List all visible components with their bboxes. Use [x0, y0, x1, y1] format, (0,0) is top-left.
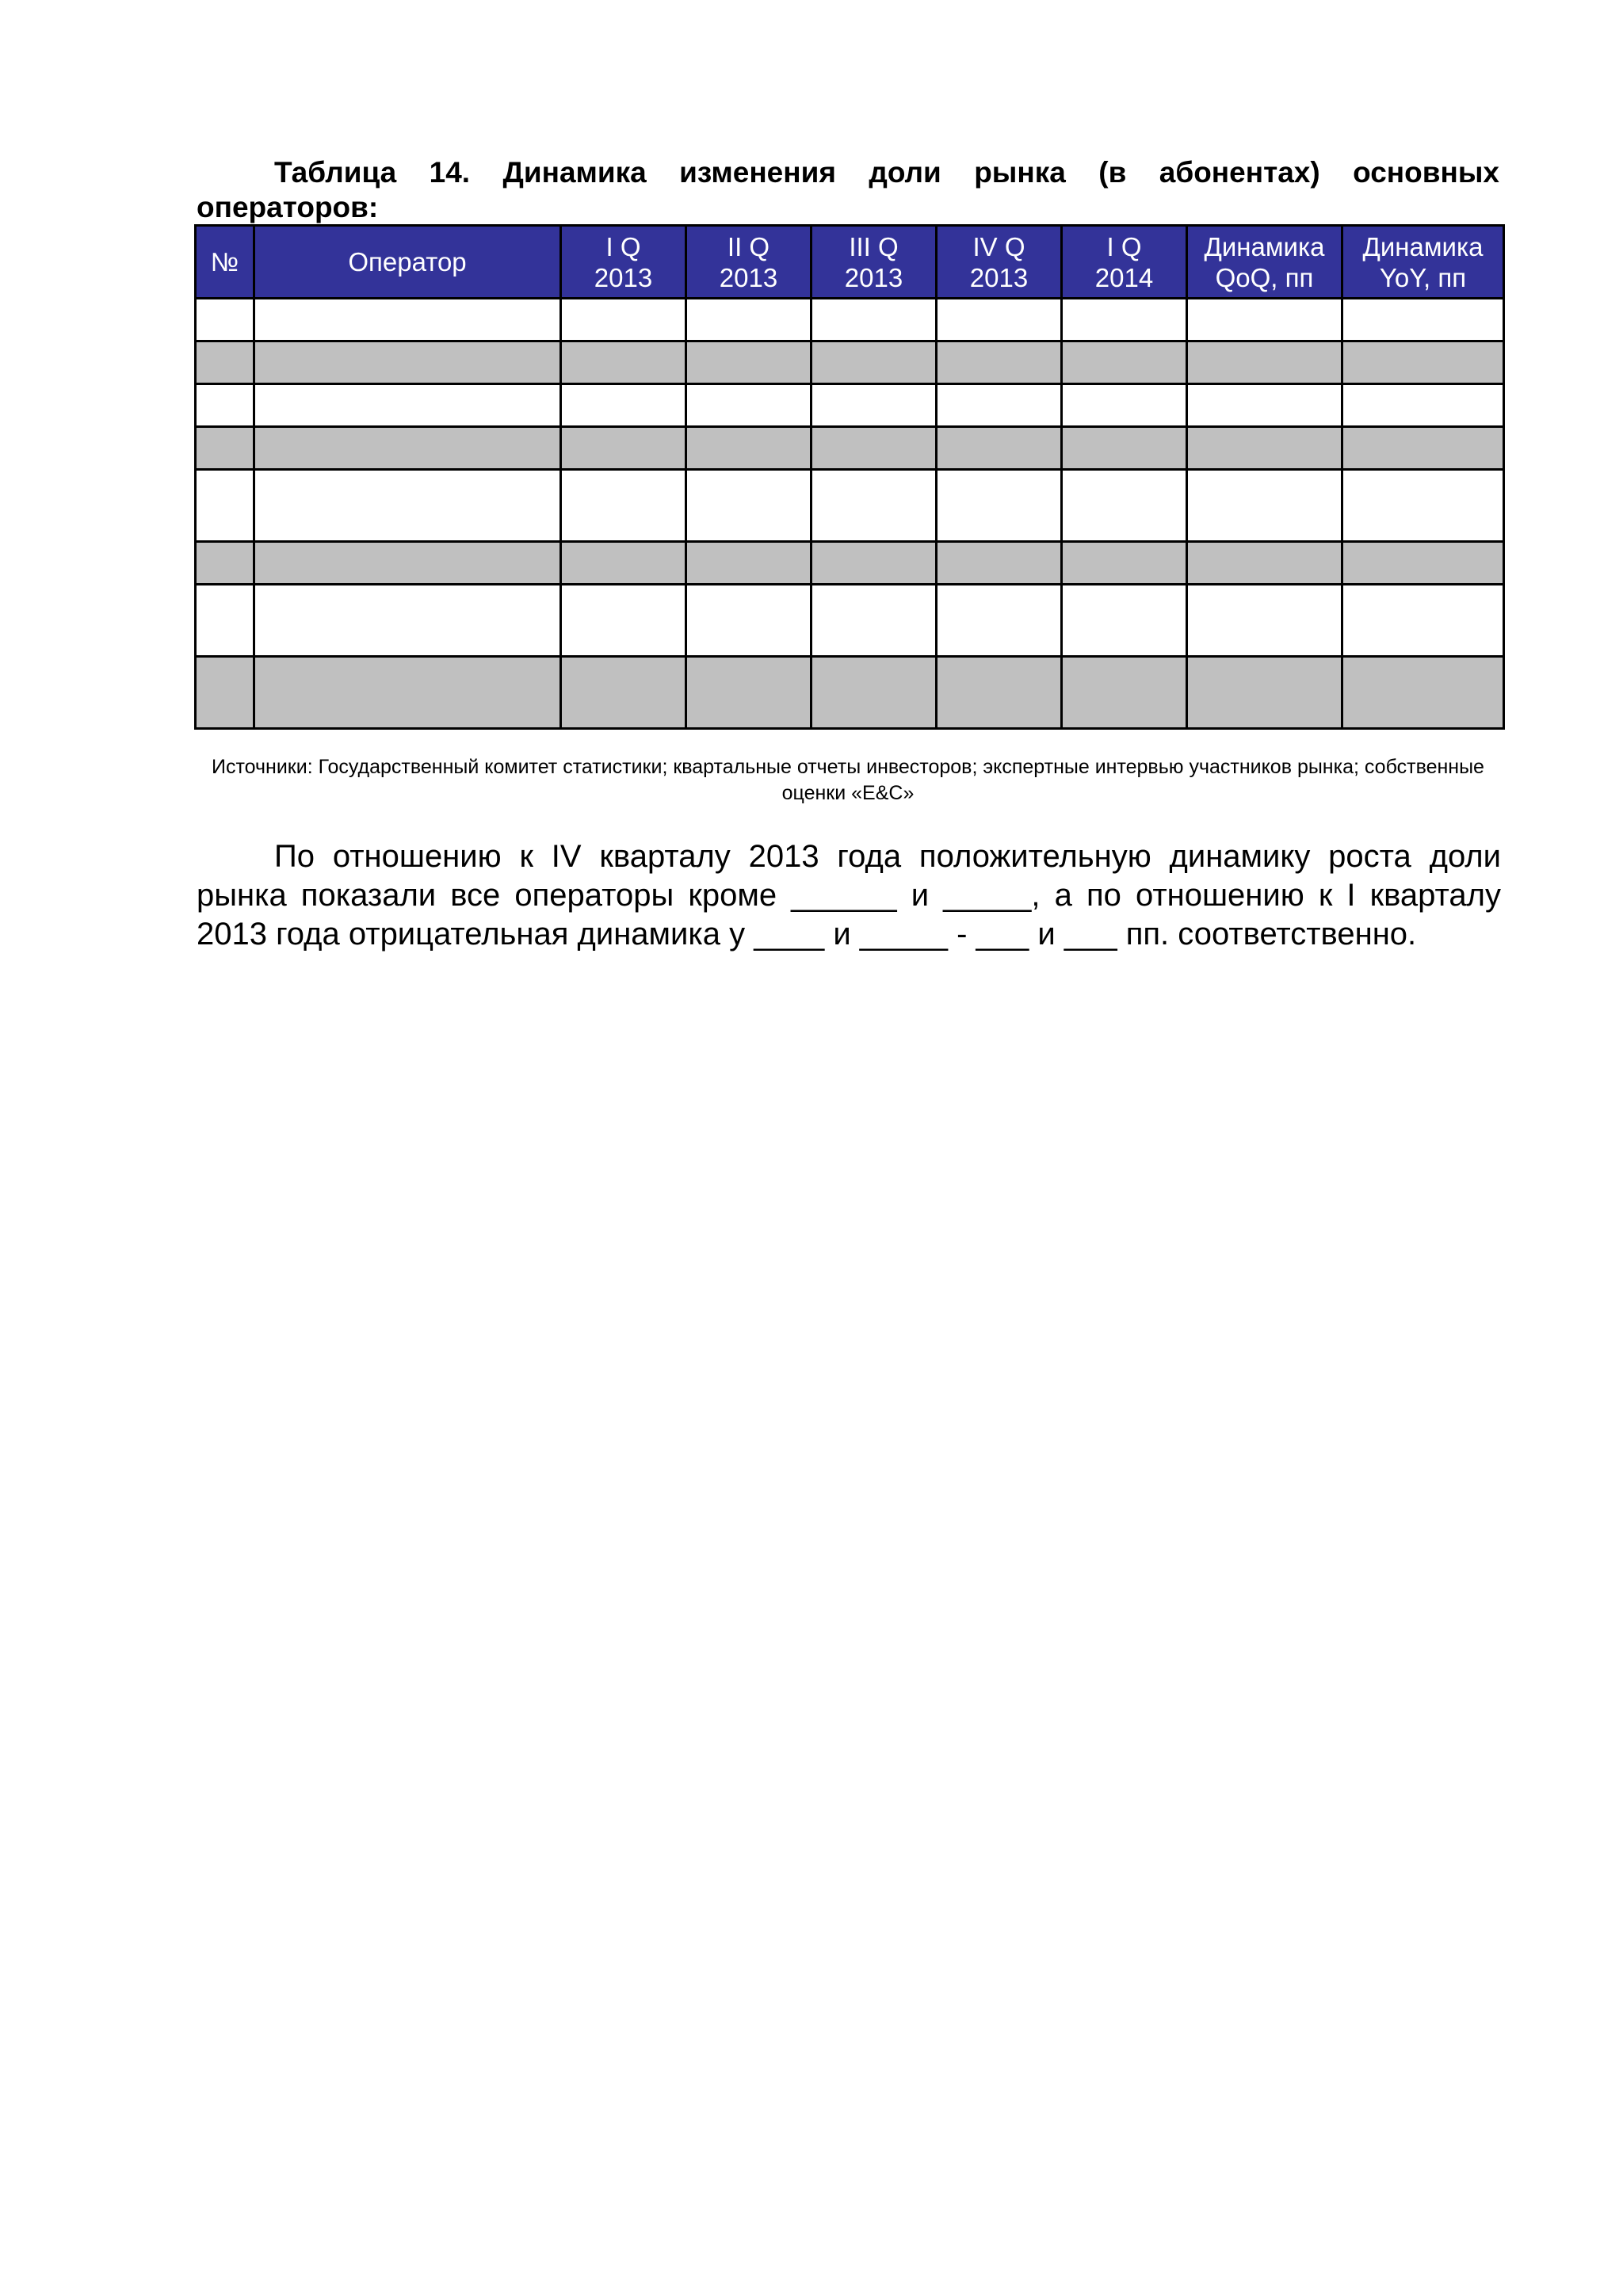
table-cell — [196, 299, 254, 341]
table-cell — [254, 427, 561, 470]
table-row — [196, 657, 1504, 729]
table-cell — [1187, 299, 1342, 341]
body-paragraph: По отношению к IV кварталу 2013 года положительную динамику роста доли рынка показали все операторы кроме ______ и _____, а по отношению к I кварталу 2013 года отрицательная динамика у ____ и _____ - ___ и ___ пп. соответственно. — [197, 839, 1501, 952]
table-cell — [1342, 470, 1504, 542]
table-cell — [937, 384, 1062, 427]
table-cell — [254, 542, 561, 585]
table-cell — [196, 657, 254, 729]
table-cell — [812, 542, 937, 585]
table-cell — [196, 341, 254, 384]
table-cell — [561, 542, 686, 585]
table-cell — [196, 542, 254, 585]
table-cell — [1062, 585, 1187, 657]
table-cell — [1187, 585, 1342, 657]
table-cell — [937, 341, 1062, 384]
header-dynamics-qoq: Динамика QoQ, пп — [1187, 226, 1342, 299]
table-cell — [254, 384, 561, 427]
table-cell — [561, 384, 686, 427]
table-cell — [937, 299, 1062, 341]
table-cell — [561, 427, 686, 470]
header-q1-2013: I Q 2013 — [561, 226, 686, 299]
table-cell — [254, 470, 561, 542]
table-cell — [561, 657, 686, 729]
table-cell — [686, 470, 812, 542]
table-cell — [1342, 299, 1504, 341]
table-cell — [254, 341, 561, 384]
table-cell — [937, 542, 1062, 585]
table-cell — [561, 585, 686, 657]
table-cell — [561, 299, 686, 341]
table-cell — [196, 384, 254, 427]
table-cell — [254, 299, 561, 341]
table-cell — [812, 585, 937, 657]
table-cell — [1062, 299, 1187, 341]
table-cell — [1187, 542, 1342, 585]
table-cell — [1187, 657, 1342, 729]
table-row — [196, 341, 1504, 384]
table-cell — [1062, 384, 1187, 427]
header-operator: Оператор — [254, 226, 561, 299]
table-cell — [937, 585, 1062, 657]
table-cell — [812, 657, 937, 729]
header-q2-2013: II Q 2013 — [686, 226, 812, 299]
table-row — [196, 542, 1504, 585]
table-cell — [686, 299, 812, 341]
source-note: Источники: Государственный комитет статистики; квартальные отчеты инвесторов; экспертные интервью участников рынка; собственные оценки «E&C» — [212, 756, 1484, 804]
table-cell — [937, 470, 1062, 542]
table-cell — [1187, 427, 1342, 470]
table-header-row — [196, 226, 1504, 299]
table-row — [196, 384, 1504, 427]
table-cell — [1342, 585, 1504, 657]
table-row — [196, 427, 1504, 470]
table-cell — [1342, 542, 1504, 585]
table-cell — [937, 657, 1062, 729]
table-cell — [254, 657, 561, 729]
table-cell — [1062, 341, 1187, 384]
table-cell — [561, 470, 686, 542]
table-cell — [561, 341, 686, 384]
table-row — [196, 299, 1504, 341]
table-cell — [1342, 341, 1504, 384]
table-row — [196, 470, 1504, 542]
table-row — [196, 585, 1504, 657]
table-cell — [686, 341, 812, 384]
table-cell — [196, 585, 254, 657]
table-cell — [812, 427, 937, 470]
table-cell — [1342, 384, 1504, 427]
table-cell — [1187, 341, 1342, 384]
table-cell — [812, 299, 937, 341]
table-cell — [686, 542, 812, 585]
table-cell — [1342, 427, 1504, 470]
table-cell — [1187, 470, 1342, 542]
table-cell — [686, 427, 812, 470]
header-q4-2013: IV Q 2013 — [937, 226, 1062, 299]
table-cell — [1062, 657, 1187, 729]
table-cell — [1342, 657, 1504, 729]
table-cell — [254, 585, 561, 657]
table-cell — [1062, 470, 1187, 542]
table-cell — [686, 384, 812, 427]
table-cell — [1187, 384, 1342, 427]
header-q1-2014: I Q 2014 — [1062, 226, 1187, 299]
market-share-table — [194, 224, 1505, 730]
table-cell — [686, 585, 812, 657]
table-cell — [196, 470, 254, 542]
table-cell — [812, 470, 937, 542]
table-caption: Таблица 14. Динамика изменения доли рынка (в абонентах) основных операторов: — [197, 156, 1499, 223]
header-dynamics-yoy: Динамика YoY, пп — [1342, 226, 1504, 299]
table-cell — [812, 384, 937, 427]
table-cell — [1062, 427, 1187, 470]
table-cell — [196, 427, 254, 470]
header-number: № — [196, 226, 254, 299]
table-cell — [686, 657, 812, 729]
table-cell — [812, 341, 937, 384]
table-cell — [1062, 542, 1187, 585]
header-q3-2013: III Q 2013 — [812, 226, 937, 299]
table-cell — [937, 427, 1062, 470]
